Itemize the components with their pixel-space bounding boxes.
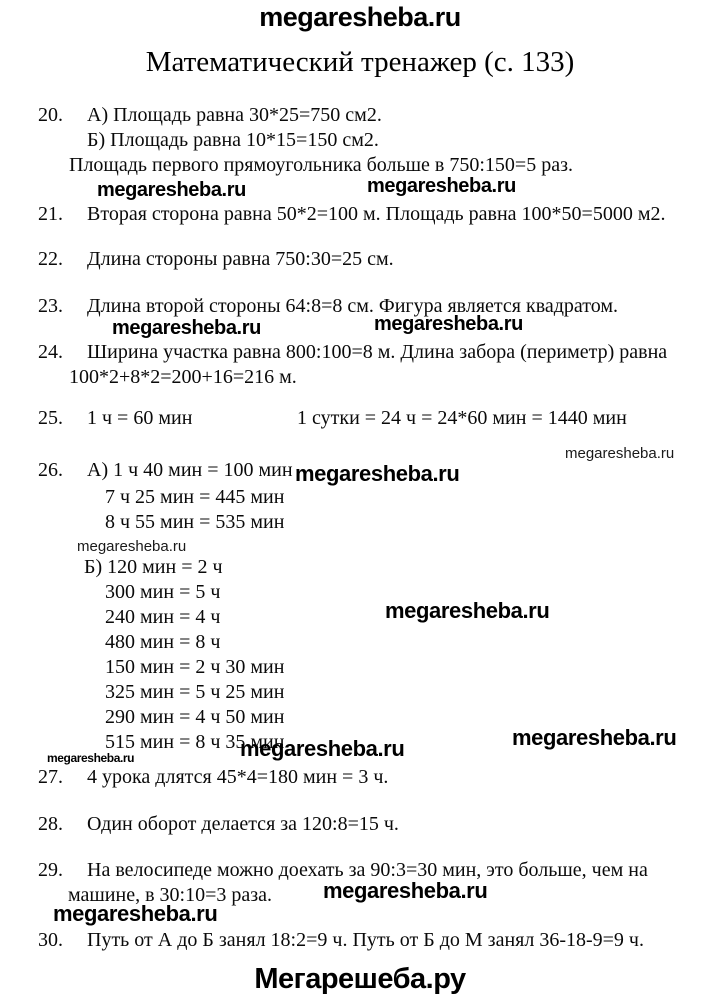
task-29-number: 29.: [38, 859, 63, 881]
watermark: megaresheba.ru: [565, 445, 675, 462]
watermark: megaresheba.ru: [374, 313, 523, 335]
task-26-number: 26.: [38, 459, 63, 481]
task-28-text: Один оборот делается за 120:8=15 ч.: [87, 813, 399, 835]
task-21-text: Вторая сторона равна 50*2=100 м. Площадь равна 100*50=5000 м2.: [87, 203, 666, 225]
task-26-b-line-5: 150 мин = 2 ч 30 мин: [105, 656, 285, 678]
task-23-number: 23.: [38, 295, 63, 317]
task-26-b-line-7: 290 мин = 4 ч 50 мин: [105, 706, 285, 728]
task-24-line-1: Ширина участка равна 800:100=8 м. Длина забора (периметр) равна: [87, 341, 668, 363]
task-20-line-a: А) Площадь равна 30*25=750 см2.: [87, 104, 382, 126]
watermark: megaresheba.ru: [323, 878, 488, 903]
task-30-text: Путь от А до Б занял 18:2=9 ч. Путь от Б до М занял 36-18-9=9 ч.: [87, 929, 644, 951]
watermark: megaresheba.ru: [512, 725, 677, 750]
task-27-number: 27.: [38, 766, 63, 788]
task-25-right: 1 сутки = 24 ч = 24*60 мин = 1440 мин: [297, 407, 627, 429]
watermark: megaresheba.ru: [97, 179, 246, 201]
task-26-b-line-4: 480 мин = 8 ч: [105, 631, 221, 653]
page-title: Математический тренажер (с. 133): [145, 46, 575, 78]
task-26-b-line-3: 240 мин = 4 ч: [105, 606, 221, 628]
watermark: megaresheba.ru: [295, 461, 460, 486]
task-29-line-2: машине, в 30:10=3 раза.: [68, 884, 273, 906]
watermark: megaresheba.ru: [240, 736, 405, 761]
site-header-watermark: megaresheba.ru: [259, 2, 461, 32]
task-21-number: 21.: [38, 203, 63, 225]
watermark: megaresheba.ru: [77, 538, 187, 555]
watermark: megaresheba.ru: [47, 751, 135, 765]
watermark: megaresheba.ru: [385, 598, 550, 623]
task-23-text: Длина второй стороны 64:8=8 см. Фигура является квадратом.: [87, 295, 619, 317]
task-22-number: 22.: [38, 248, 63, 270]
task-26-b-line-8: 515 мин = 8 ч 35 мин: [105, 731, 285, 753]
task-28-number: 28.: [38, 813, 63, 835]
task-30-number: 30.: [38, 929, 63, 951]
task-22-text: Длина стороны равна 750:30=25 см.: [87, 248, 394, 270]
task-27-text: 4 урока длятся 45*4=180 мин = 3 ч.: [87, 766, 389, 788]
watermark: megaresheba.ru: [367, 175, 516, 197]
task-26-a-line-2: 7 ч 25 мин = 445 мин: [105, 486, 285, 508]
task-20-number: 20.: [38, 104, 63, 126]
task-29-line-1: На велосипеде можно доехать за 90:3=30 мин, это больше, чем на: [87, 859, 648, 881]
site-footer: Мегарешеба.ру: [254, 963, 466, 995]
task-24-line-2: 100*2+8*2=200+16=216 м.: [69, 366, 297, 388]
task-20-line-b: Б) Площадь равна 10*15=150 см2.: [87, 129, 379, 151]
watermark: megaresheba.ru: [53, 901, 218, 926]
task-25-number: 25.: [38, 407, 63, 429]
task-25-left: 1 ч = 60 мин: [87, 407, 193, 429]
watermark: megaresheba.ru: [112, 317, 261, 339]
task-20-line-3: Площадь первого прямоугольника больше в 750:150=5 раз.: [69, 154, 573, 176]
task-24-number: 24.: [38, 341, 63, 363]
task-26-a-line-3: 8 ч 55 мин = 535 мин: [105, 511, 285, 533]
task-26-b-line-1: Б) 120 мин = 2 ч: [84, 556, 223, 578]
task-26-b-line-2: 300 мин = 5 ч: [105, 581, 221, 603]
task-26-a-line-1: А) 1 ч 40 мин = 100 мин: [87, 459, 293, 481]
task-26-b-line-6: 325 мин = 5 ч 25 мин: [105, 681, 285, 703]
